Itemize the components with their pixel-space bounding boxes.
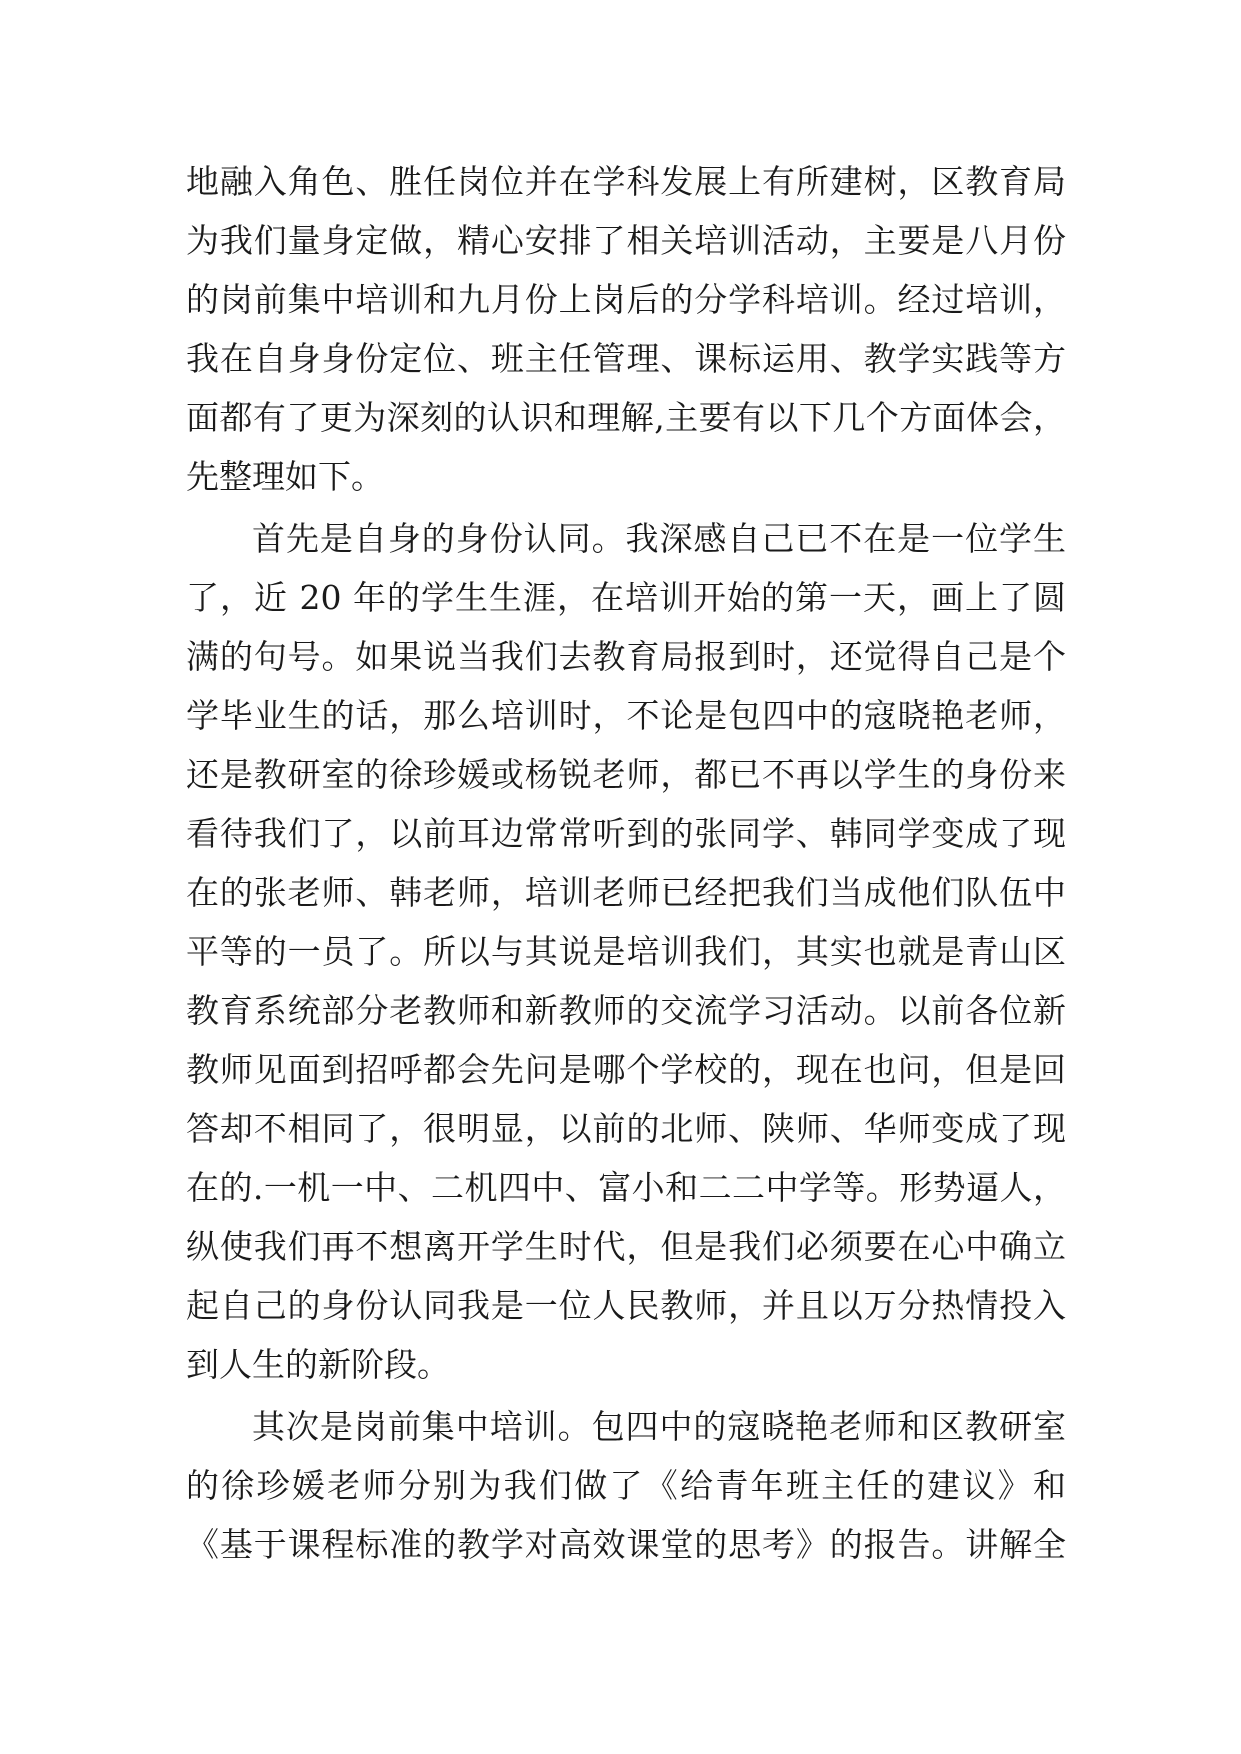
paragraph-3-line-2: 的徐珍媛老师分别为我们做了《给青年班主任的建议》和 (186, 1466, 1066, 1505)
paragraph-2-line-5: 还是教研室的徐珍媛或杨锐老师，都已不再以学生的身份来 (186, 755, 1066, 794)
paragraph-2-line-8: 平等的一员了。所以与其说是培训我们，其实也就是青山区 (186, 932, 1066, 971)
paragraph-2-line-2: 了，近 20 年的学生生涯，在培训开始的第一天，画上了圆 (186, 578, 1066, 617)
paragraph-2-line-11: 答却不相同了，很明显，以前的北师、陕师、华师变成了现 (186, 1109, 1066, 1148)
paragraph-2-line-3: 满的句号。如果说当我们去教育局报到时，还觉得自己是个 (186, 637, 1066, 676)
document-body (186, 152, 1066, 1574)
paragraph-1-line-2: 为我们量身定做，精心安排了相关培训活动，主要是八月份 (186, 221, 1066, 260)
paragraph-2-line-15: 到人生的新阶段。 (186, 1345, 450, 1384)
paragraph-2-line-12: 在的.一机一中、二机四中、富小和二二中学等。形势逼人， (186, 1168, 1066, 1207)
paragraph-1-line-6: 先整理如下。 (186, 457, 384, 496)
paragraph-1-line-5: 面都有了更为深刻的认识和理解,主要有以下几个方面体会， (186, 398, 1066, 437)
paragraph-3-line-1: 其次是岗前集中培训。包四中的寇晓艳老师和区教研室 (252, 1407, 1066, 1446)
paragraph-1-line-4: 我在自身身份定位、班主任管理、课标运用、教学实践等方 (186, 339, 1066, 378)
paragraph-1-line-1: 地融入角色、胜任岗位并在学科发展上有所建树，区教育局 (186, 162, 1066, 201)
paragraph-2-line-9: 教育系统部分老教师和新教师的交流学习活动。以前各位新 (186, 991, 1066, 1030)
paragraph-3-line-3: 《基于课程标准的教学对高效课堂的思考》的报告。讲解全 (186, 1525, 1066, 1564)
paragraph-1-line-3: 的岗前集中培训和九月份上岗后的分学科培训。经过培训， (186, 280, 1066, 319)
paragraph-2-line-10: 教师见面到招呼都会先问是哪个学校的，现在也问，但是回 (186, 1050, 1066, 1089)
paragraph-2-line-6: 看待我们了，以前耳边常常听到的张同学、韩同学变成了现 (186, 814, 1066, 853)
paragraph-2-line-14: 起自己的身份认同我是一位人民教师，并且以万分热情投入 (186, 1286, 1066, 1325)
paragraph-2-line-4: 学毕业生的话，那么培训时，不论是包四中的寇晓艳老师， (186, 696, 1066, 735)
paragraph-2-line-13: 纵使我们再不想离开学生时代，但是我们必须要在心中确立 (186, 1227, 1066, 1266)
paragraph-2-line-7: 在的张老师、韩老师，培训老师已经把我们当成他们队伍中 (186, 873, 1066, 912)
paragraph-2-line-1: 首先是自身的身份认同。我深感自己已不在是一位学生 (252, 519, 1066, 558)
